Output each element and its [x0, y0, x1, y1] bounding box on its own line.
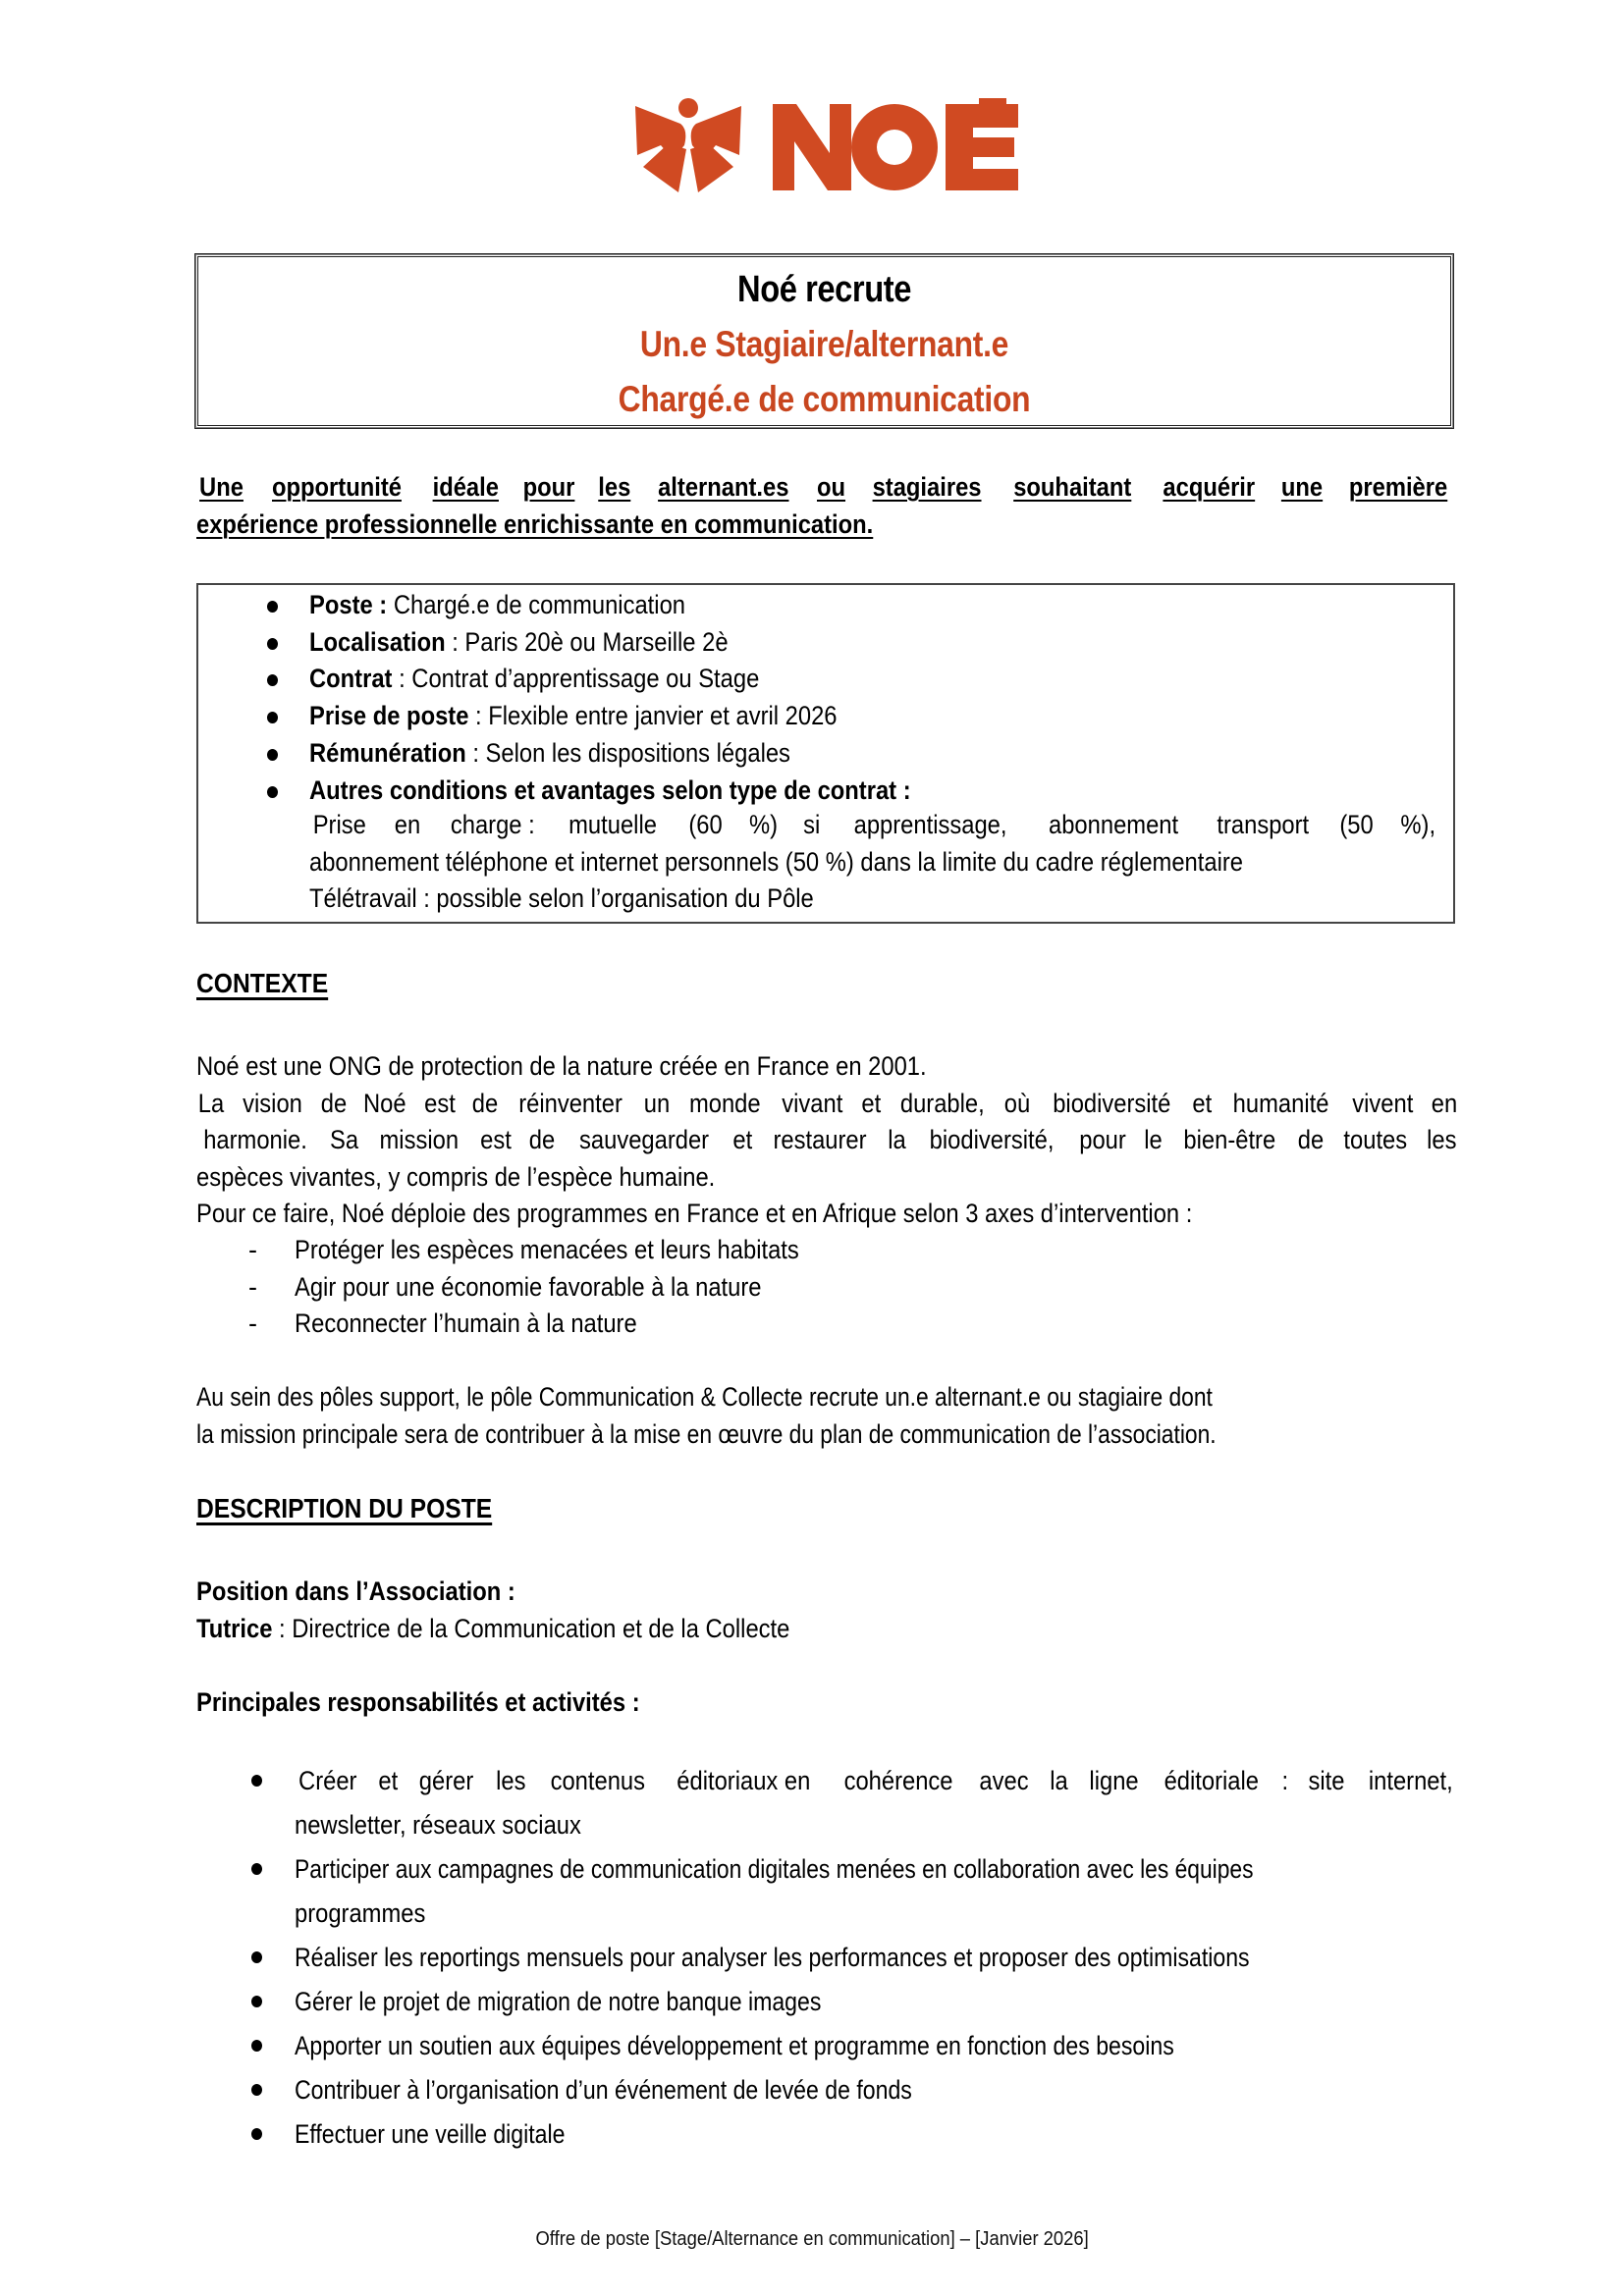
- bullet-icon: [251, 2084, 262, 2096]
- contexte-p2-line-2: [196, 1122, 1459, 1159]
- responsibility-line-1: [295, 1763, 1459, 1800]
- axis-text: Protéger les espèces menacées et leurs habitats: [295, 1235, 799, 1264]
- intro-word: Une: [199, 472, 244, 502]
- responsibility-word: cohérence: [843, 1766, 953, 1795]
- contexte-p2-line-3: espèces vivantes, y compris de l’espèce humaine.: [196, 1161, 716, 1192]
- responsibility-word: ligne: [1089, 1766, 1139, 1795]
- butterfly-person-icon: [633, 96, 1018, 196]
- description-heading: DESCRIPTION DU POSTE: [196, 1493, 493, 1523]
- tutrice-value: : Directrice de la Communication et de la Collecte: [272, 1613, 790, 1643]
- benefits-word: en: [394, 810, 420, 839]
- intro-word: pour: [522, 472, 575, 502]
- bullet-icon: [267, 674, 278, 686]
- contexte-word: et: [860, 1088, 881, 1118]
- info-item-label: Contrat: [309, 664, 393, 694]
- benefits-word: si: [802, 810, 821, 839]
- intro-paragraph: [196, 469, 1454, 543]
- info-item-label: Poste :: [309, 590, 388, 619]
- responsibility-text: Gérer le projet de migration de notre banque images: [295, 1987, 822, 2016]
- contexte-word: durable,: [899, 1088, 985, 1118]
- teletravail-line: Télétravail : possible selon l’organisation du Pôle: [309, 883, 814, 913]
- responsibility-item: [196, 2028, 1463, 2072]
- intro-word: ou: [817, 472, 846, 502]
- bullet-icon: [267, 601, 278, 613]
- info-item-value: : Flexible entre janvier et avril 2026: [468, 701, 838, 731]
- position-block: [196, 1574, 871, 1647]
- info-item-text: [309, 773, 911, 810]
- contexte-word: est: [423, 1088, 456, 1118]
- responsibility-word: éditoriaux en: [677, 1766, 811, 1795]
- contexte-word: de: [528, 1125, 555, 1154]
- dash-bullet-icon: -: [248, 1235, 257, 1264]
- info-item-value: : Contrat d’apprentissage ou Stage: [392, 664, 760, 694]
- bullet-icon: [267, 712, 278, 723]
- responsibility-word: gérer: [419, 1766, 474, 1795]
- bullet-icon: [251, 2128, 262, 2140]
- benefits-word: %),: [1400, 810, 1436, 839]
- contexte-word: humanité: [1232, 1088, 1329, 1118]
- info-item-label: Localisation: [309, 626, 446, 657]
- info-item-label: Prise de poste: [309, 701, 469, 731]
- contexte-p4-line-1: Au sein des pôles support, le pôle Communication & Collecte recrute un.e alternant.e ou stagiaire dont: [196, 1382, 1213, 1412]
- responsibility-line-2: programmes: [295, 1898, 426, 1928]
- contexte-word: mission: [379, 1125, 460, 1154]
- responsibility-word: Créer: [298, 1766, 357, 1795]
- contexte-p4: [196, 1379, 1459, 1453]
- benefits-word: (60: [687, 810, 723, 839]
- responsibility-word: et: [378, 1766, 399, 1795]
- contexte-word: réinventer: [518, 1088, 623, 1118]
- axis-text: Agir pour une économie favorable à la nature: [295, 1271, 762, 1302]
- axis-item: [196, 1306, 1375, 1343]
- responsibility-word: avec: [979, 1766, 1029, 1795]
- responsibility-line-2: newsletter, réseaux sociaux: [295, 1810, 581, 1840]
- benefits-word: Prise: [312, 810, 366, 839]
- info-item-value: : Selon les dispositions légales: [465, 737, 790, 768]
- bullet-icon: [251, 1863, 262, 1875]
- contexte-body: [196, 1048, 1459, 1233]
- contexte-word: monde: [688, 1088, 761, 1118]
- contexte-word: un: [643, 1088, 671, 1118]
- responsibility-word: site: [1308, 1766, 1345, 1795]
- responsibility-text: Contribuer à l’organisation d’un événement de levée de fonds: [295, 2075, 912, 2105]
- benefits-word: apprentissage,: [853, 810, 1007, 839]
- responsibility-text: Réaliser les reportings mensuels pour analyser les performances et proposer des optimisations: [295, 1943, 1250, 1972]
- contexte-word: le: [1144, 1125, 1163, 1154]
- responsibilities-heading: Principales responsabilités et activités :: [196, 1687, 640, 1717]
- axis-item: [196, 1269, 1375, 1307]
- contexte-word: les: [1427, 1125, 1457, 1154]
- intro-word: acquérir: [1163, 472, 1255, 502]
- info-item-label: Autres conditions et avantages selon type de contrat :: [309, 774, 911, 805]
- info-item-text: [309, 624, 729, 662]
- contexte-word: bien-être: [1183, 1125, 1276, 1154]
- responsibility-item: [196, 1940, 1463, 1984]
- contexte-word: de: [1297, 1125, 1324, 1154]
- contexte-p4-line-2: la mission principale sera de contribuer à la mise en œuvre du plan de communication de l’association.: [196, 1418, 1217, 1449]
- contexte-word: et: [1192, 1088, 1213, 1118]
- info-item-text: [309, 698, 838, 735]
- responsibility-item: [196, 1851, 1463, 1940]
- footer-text: Offre de poste [Stage/Alternance en communication] – [Janvier 2026]: [535, 2228, 1089, 2250]
- bullet-icon: [251, 1996, 262, 2007]
- responsibility-text: Effectuer une veille digitale: [295, 2119, 566, 2149]
- responsibility-word: éditoriale: [1164, 1766, 1260, 1795]
- responsibility-item: [196, 1763, 1463, 1851]
- responsibility-word: :: [1281, 1766, 1289, 1795]
- intro-word: souhaitant: [1013, 472, 1132, 502]
- benefits-line-2: abonnement téléphone et internet personnels (50 %) dans la limite du cadre réglementaire: [309, 846, 1243, 877]
- intro-line-1: [196, 469, 1454, 507]
- benefits-word: %): [748, 810, 778, 839]
- info-item-value: Chargé.e de communication: [387, 590, 685, 619]
- job-info-box: [196, 583, 1455, 924]
- contexte-word: de: [320, 1088, 347, 1118]
- responsibility-word: contenus: [550, 1766, 646, 1795]
- benefits-details: [309, 807, 1438, 918]
- page-title: Noé recrute: [737, 269, 911, 310]
- intro-word: stagiaires: [872, 472, 982, 502]
- info-item-label: Rémunération: [309, 737, 466, 768]
- job-type-subtitle: Un.e Stagiaire/alternant.e: [639, 324, 1009, 364]
- intro-word: les: [597, 472, 630, 502]
- bullet-icon: [251, 1775, 262, 1787]
- responsibility-text: Apporter un soutien aux équipes développement et programme en fonction des besoins: [295, 2031, 1174, 2060]
- contexte-p3: Pour ce faire, Noé déploie des programmes en France et en Afrique selon 3 axes d’intervention :: [196, 1199, 1193, 1228]
- contexte-word: de: [471, 1088, 498, 1118]
- tutrice-line: [196, 1611, 789, 1648]
- contexte-word: toutes: [1343, 1125, 1407, 1154]
- bullet-icon: [251, 1951, 262, 1963]
- dash-bullet-icon: -: [248, 1308, 257, 1338]
- intro-line-2: expérience professionnelle enrichissante en communication.: [196, 508, 874, 539]
- contexte-word: la: [888, 1125, 906, 1154]
- info-item-text: [309, 661, 759, 698]
- contexte-word: vivent: [1351, 1088, 1413, 1118]
- contexte-word: en: [1431, 1088, 1458, 1118]
- intro-word: alternant.es: [658, 472, 789, 502]
- contexte-word: vision: [242, 1088, 302, 1118]
- dash-bullet-icon: -: [248, 1271, 257, 1302]
- info-item-text: [309, 587, 685, 624]
- responsibility-item: [196, 2072, 1463, 2116]
- contexte-word: pour: [1079, 1125, 1126, 1154]
- bullet-icon: [267, 749, 278, 761]
- noe-logo: [633, 96, 1018, 196]
- responsibility-line-1: Participer aux campagnes de communication digitales menées en collaboration avec les équipes: [295, 1854, 1254, 1884]
- intro-word: idéale: [432, 472, 499, 502]
- bullet-icon: [267, 638, 278, 650]
- responsibilities-list: [196, 1763, 1463, 2161]
- job-title-subtitle: Chargé.e de communication: [618, 379, 1031, 419]
- contexte-word: et: [731, 1125, 752, 1154]
- benefits-word: mutuelle: [568, 810, 658, 839]
- responsibility-word: la: [1050, 1766, 1068, 1795]
- page-footer: [0, 2228, 1624, 2251]
- bullet-icon: [251, 2040, 262, 2052]
- contexte-word: sauvegarder: [578, 1125, 709, 1154]
- intro-word: une: [1280, 472, 1323, 502]
- contexte-word: Sa: [330, 1125, 359, 1154]
- contexte-word: Noé: [363, 1088, 406, 1118]
- bullet-icon: [267, 786, 278, 798]
- axis-item: [196, 1232, 1375, 1269]
- title-box: [194, 253, 1454, 429]
- contexte-word: biodiversité,: [929, 1125, 1055, 1154]
- info-item-text: [309, 735, 790, 773]
- responsibility-word: internet,: [1369, 1766, 1453, 1795]
- position-label: Position dans l’Association :: [196, 1576, 515, 1606]
- contexte-word: où: [1004, 1088, 1031, 1118]
- intro-word: opportunité: [272, 472, 403, 502]
- benefits-line-1: [309, 807, 1438, 844]
- benefits-word: transport: [1217, 810, 1309, 839]
- contexte-word: vivant: [782, 1088, 843, 1118]
- contexte-heading: CONTEXTE: [196, 968, 329, 998]
- contexte-p2-line-1: [196, 1086, 1459, 1123]
- axis-text: Reconnecter l’humain à la nature: [295, 1308, 637, 1338]
- benefits-word: (50: [1339, 810, 1375, 839]
- responsibility-item: [196, 2116, 1463, 2161]
- contexte-word: restaurer: [773, 1125, 867, 1154]
- axes-list: [196, 1232, 1375, 1343]
- contexte-word: La: [197, 1088, 225, 1118]
- intro-word: première: [1348, 472, 1448, 502]
- info-item-value: : Paris 20è ou Marseille 2è: [445, 626, 729, 657]
- contexte-p1: Noé est une ONG de protection de la nature créée en France en 2001.: [196, 1051, 927, 1081]
- responsibility-item: [196, 1984, 1463, 2028]
- responsibility-word: les: [496, 1766, 526, 1795]
- contexte-word: harmonie.: [203, 1125, 307, 1154]
- benefits-word: abonnement: [1049, 810, 1179, 839]
- contexte-word: biodiversité: [1053, 1088, 1171, 1118]
- tutrice-label: Tutrice: [196, 1613, 273, 1643]
- contexte-word: est: [479, 1125, 512, 1154]
- benefits-word: charge :: [450, 810, 535, 839]
